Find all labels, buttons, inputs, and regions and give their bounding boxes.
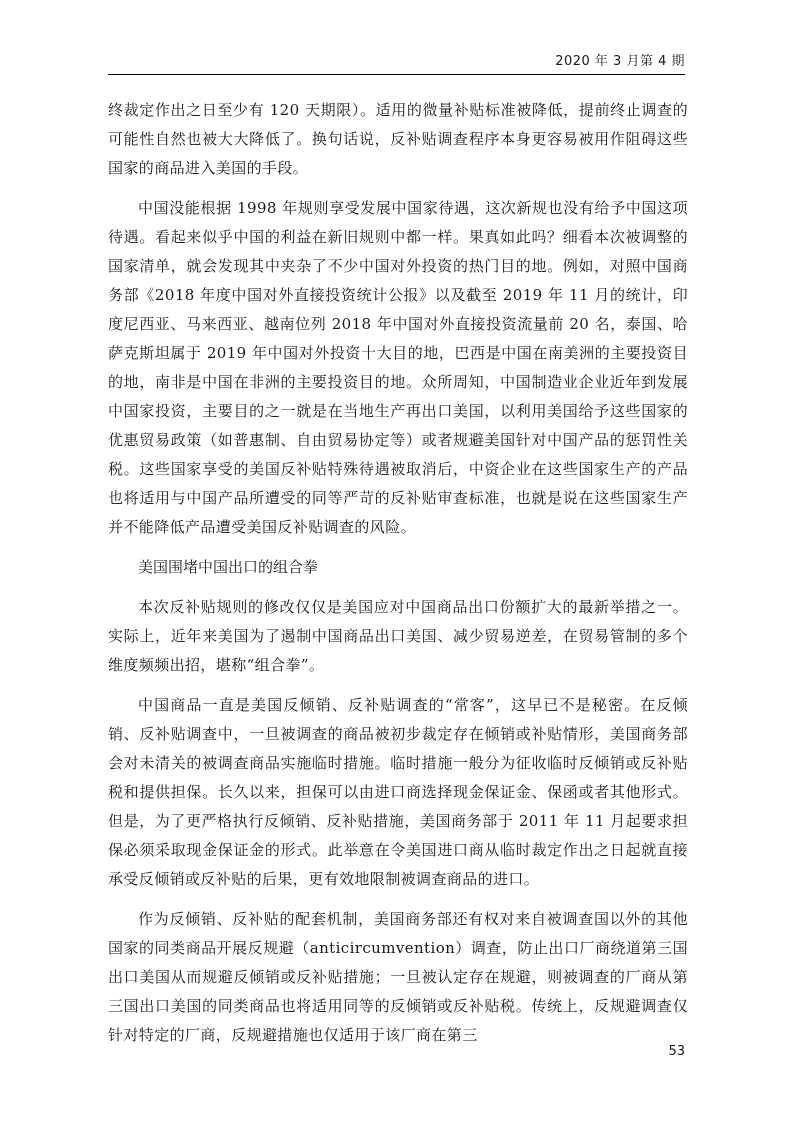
- article-body: [108, 96, 688, 1061]
- page-number: 53: [668, 1044, 685, 1059]
- paragraph: 中国商品一直是美国反倾销、反补贴调查的“常客”，这早已不是秘密。在反倾销、反补贴调查中，一旦被调查的商品被初步裁定存在倾销或补贴情形，美国商务部会对未清关的被调查商品实施临时措施。临时措施一般分为征收临时反倾销或反补贴税和提供担保。长久以来，担保可以由进口商选择现金保证金、保函或者其他形式。但是，为了更严格执行反倾销、反补贴措施，美国商务部于 2011 年 11 月起要求担保必须采取现金保证金的形式。此举意在令美国进口商从临时裁定作出之日起就直接承受反倾销或反补贴的后果，更有效地限制被调查商品的进口。: [108, 696, 688, 888]
- section-heading: 美国围堵中国出口的组合拳: [138, 558, 319, 576]
- issue-label: 2020 年 3 月第 4 期: [555, 54, 685, 69]
- paragraph: 本次反补贴规则的修改仅仅是美国应对中国商品出口份额扩大的最新举措之一。实际上，近年来美国为了遏制中国商品出口美国、减少贸易逆差，在贸易管制的多个维度频频出招，堪称“组合拳”。: [108, 598, 688, 674]
- paragraph: 作为反倾销、反补贴的配套机制，美国商务部还有权对来自被调查国以外的其他国家的同类商品开展反规避（anticircumvention）调查，防止出口厂商绕道第三国出口美国从而规避反倾销或反补贴措施；一旦被认定存在规避，则被调查的厂商从第三国出口美国的同类商品也将适用同等的反倾销或反补贴税。传统上，反规避调查仅针对特定的厂商，反规避措施也仅适用于该厂商在第三: [108, 910, 688, 1044]
- paragraph: 中国没能根据 1998 年规则享受发展中国家待遇，这次新规也没有给予中国这项待遇。看起来似乎中国的利益在新旧规则中都一样。果真如此吗？细看本次被调整的国家清单，就会发现其中夹杂了不少中国对外投资的热门目的地。例如，对照中国商务部《2018 年度中国对外直接投资统计公报》以及截至 2019 年 11 月的统计，印度尼西亚、马来西亚、越南位列 2018 年中国对外直接投资流量前 20 名，泰国、哈萨克斯坦属于 2019 年中国对外投资十大目的地，巴西是中国在南美洲的主要投资目的地，南非是中国在非洲的主要投资目的地。众所周知，中国制造业企业近年到发展中国家投资，主要目的之一就是在当地生产再出口美国，以利用美国给予这些国家的优惠贸易政策（如普惠制、自由贸易协定等）或者规避美国针对中国产品的惩罚性关税。这些国家享受的美国反补贴特殊待遇被取消后，中资企业在这些国家生产的产品也将适用与中国产品所遭受的同等严苛的反补贴审查标准，也就是说在这些国家生产并不能降低产品遭受美国反补贴调查的风险。: [108, 199, 688, 536]
- page-header: [108, 46, 685, 75]
- paragraph-continuation: 终裁定作出之日至少有 120 天期限）。适用的微量补贴标准被降低，提前终止调查的可能性自然也被大大降低了。换句话说，反补贴调查程序本身更容易被用作阻碍这些国家的商品进入美国的手段。: [108, 101, 688, 177]
